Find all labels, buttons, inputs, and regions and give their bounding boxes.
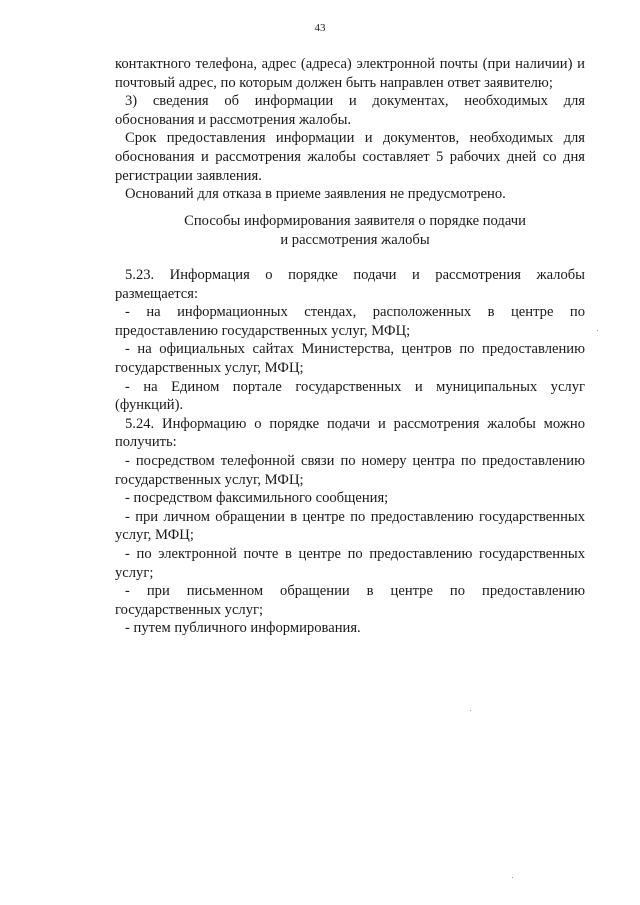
bottom-paragraph-line: 5.23. Информация о порядке подачи и рассмотрения жалобы bbox=[125, 267, 585, 283]
bottom-paragraph-line: предоставлению государственных услуг, МФЦ; bbox=[115, 322, 411, 339]
top-paragraph-line: почтовый адрес, по которым должен быть направлен ответ заявителю; bbox=[115, 74, 553, 91]
section-heading-line-2: и рассмотрения жалобы bbox=[280, 231, 430, 248]
scan-speck bbox=[470, 710, 471, 711]
bottom-paragraph-line: размещается: bbox=[115, 285, 199, 302]
bottom-paragraph-line: государственных услуг; bbox=[115, 601, 264, 618]
scan-speck bbox=[512, 877, 513, 878]
bottom-paragraph-line: - путем публичного информирования. bbox=[125, 620, 361, 637]
bottom-paragraph-line: - на информационных стендах, расположенных в центре по bbox=[125, 304, 585, 321]
top-paragraph-line: 3) сведения об информации и документах, необходимых для bbox=[125, 93, 585, 110]
top-paragraph-line: контактного телефона, адрес (адреса) электронной почты (при наличии) и bbox=[115, 56, 585, 72]
bottom-paragraph-line: (функций). bbox=[115, 397, 184, 414]
bottom-paragraph-line: государственных услуг, МФЦ; bbox=[115, 359, 304, 376]
bottom-paragraph-line: - посредством факсимильного сообщения; bbox=[125, 490, 389, 507]
bottom-paragraph-line: услуг, МФЦ; bbox=[115, 527, 194, 544]
top-paragraph-line: обоснования и рассмотрения жалобы. bbox=[115, 111, 352, 128]
page-number: 43 bbox=[314, 22, 326, 34]
top-paragraphs bbox=[115, 55, 585, 204]
bottom-paragraph-line: государственных услуг, МФЦ; bbox=[115, 471, 304, 488]
section-heading-line-1: Способы информирования заявителя о порядке подачи bbox=[184, 213, 526, 229]
scan-speck bbox=[597, 330, 598, 331]
bottom-paragraph-line: - по электронной почте в центре по предоставлению государственных bbox=[125, 545, 585, 562]
bottom-paragraph-line: - при письменном обращении в центре по предоставлению bbox=[125, 583, 585, 600]
section-heading bbox=[115, 212, 595, 249]
top-paragraph-line: Оснований для отказа в приеме заявления не предусмотрено. bbox=[125, 186, 506, 203]
bottom-paragraph-line: - на Едином портале государственных и муниципальных услуг bbox=[125, 378, 585, 395]
bottom-paragraph-line: 5.24. Информацию о порядке подачи и рассмотрения жалобы можно bbox=[125, 415, 585, 432]
bottom-paragraph-line: - при личном обращении в центре по предоставлению государственных bbox=[125, 508, 585, 525]
bottom-paragraph-line: получить: bbox=[115, 434, 177, 451]
top-paragraph-line: Срок предоставления информации и документов, необходимых для bbox=[125, 130, 585, 147]
bottom-paragraph-line: - на официальных сайтах Министерства, центров по предоставлению bbox=[125, 341, 585, 358]
top-paragraph-line: регистрации заявления. bbox=[115, 167, 262, 184]
bottom-paragraphs bbox=[115, 266, 585, 638]
top-paragraph-line: обоснования и рассмотрения жалобы составляет 5 рабочих дней со дня bbox=[115, 148, 585, 165]
bottom-paragraph-line: - посредством телефонной связи по номеру центра по предоставлению bbox=[125, 452, 585, 469]
bottom-paragraph-line: услуг; bbox=[115, 564, 154, 581]
